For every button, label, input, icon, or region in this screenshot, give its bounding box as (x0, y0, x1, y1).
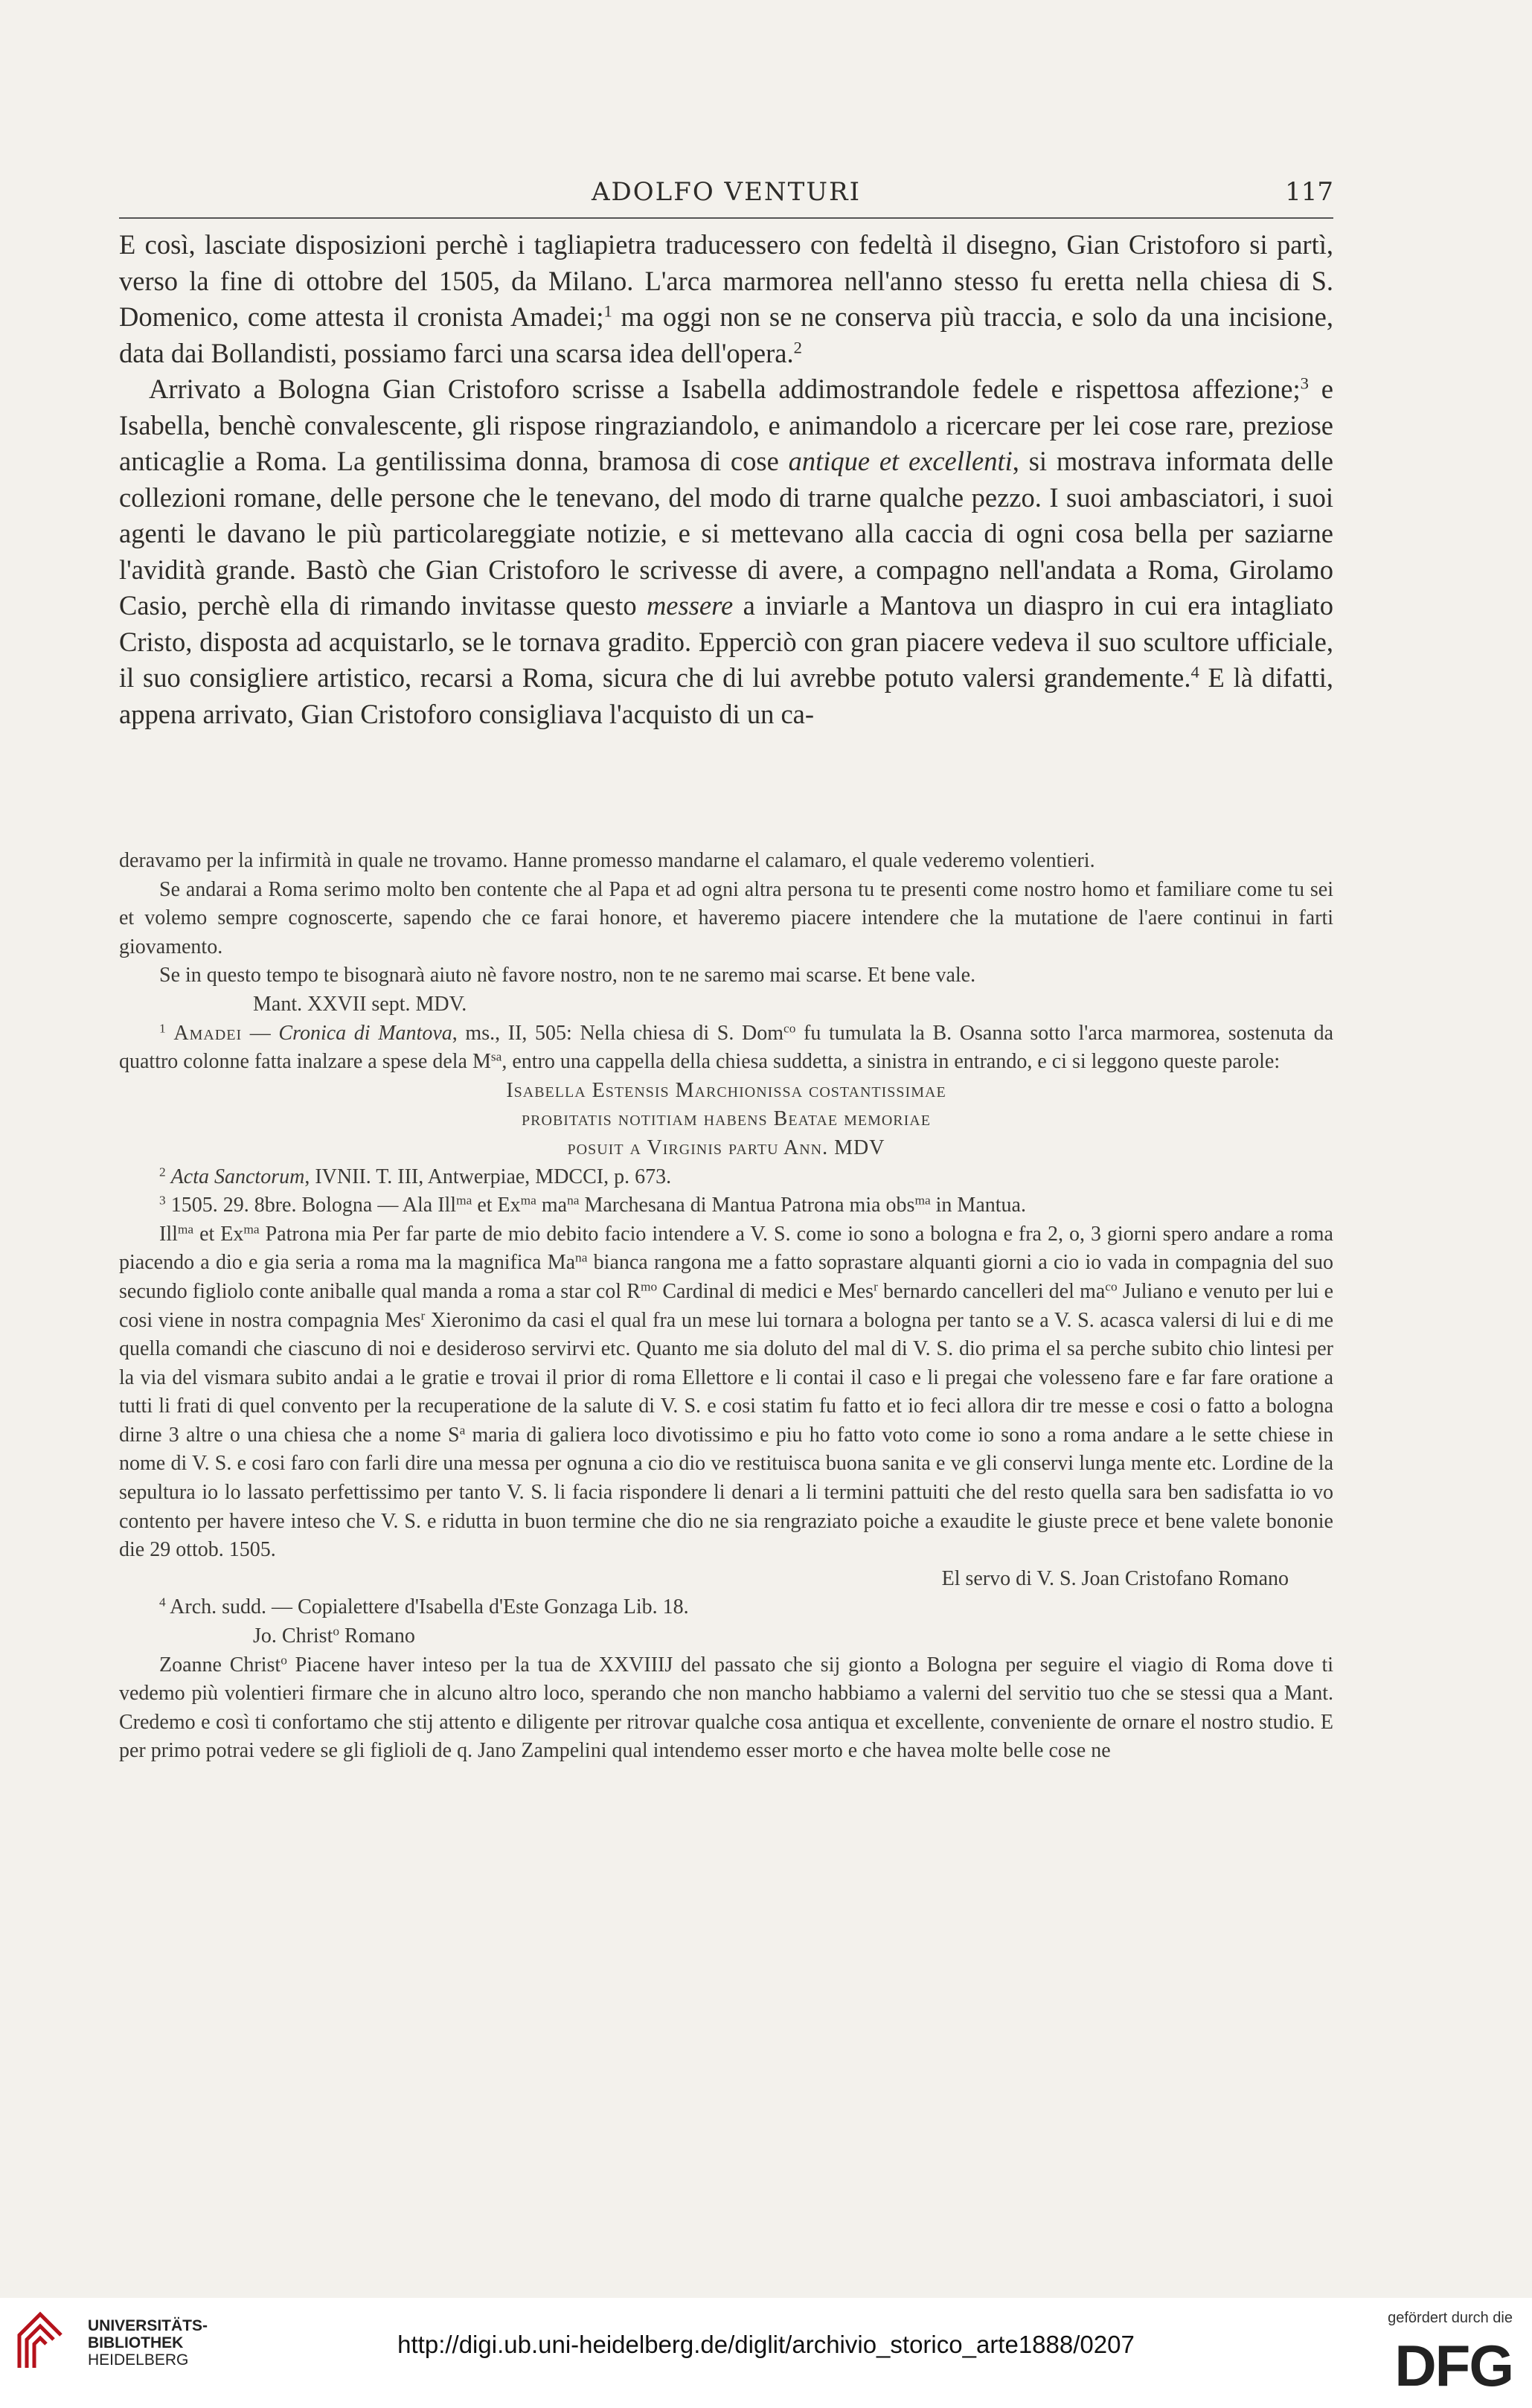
header-author: ADOLFO VENTURI (591, 177, 862, 207)
footnote-2: $^2$ Acta Sanctorum, IVNII. T. III, Antwerpiae, MDCCI, p. 673. (159, 1164, 672, 1188)
footnote-continuation-2: Se andarai a Roma serimo molto ben contente che al Papa et ad ogni altra persona tu te presenti come nostro homo et familiare come tu sei et volemo sempre cognoscerte, sapendo che ce farai honore, et haveremo piacere intendere che la mutatione de l'aere continui in farti giovamento. (119, 877, 1333, 958)
inscription-line-3: posuit a Virginis partu Ann. MDV (567, 1136, 885, 1159)
footnote-ref-4: 4 (1190, 662, 1199, 682)
footnote-date: Mant. XXVII sept. MDV. (253, 992, 467, 1016)
paragraph-1: E così, lasciate disposizioni perchè i tagliapietra traducessero con fedeltà il disegno, Gian Cristoforo si partì, verso la fine di ottobre del 1505, da Milano. L'arca marmorea nell'anno stesso fu eretta nella chiesa di S. Domenico, come attesta il cronista Amadei;$^1$ ma oggi non se ne conserva più traccia, e solo da una incisione, data dai Bollandisti, possiamo farci una scarsa idea dell'opera.$^2$ (119, 229, 1333, 368)
footnote-3-letter: Ill$^{ma}$ et $Ex^{ma}$ Patrona mia Per far parte de mio debito facio intendere a V. S. come io sono a bologna e fra 2, o, 3 giorni spero andare a roma piacendo a dio e gia seria a roma ma la magnifica $Ma^{na}$ bianca rangona me a fatto soprastare alquanti giorni a cio io vada in compagnia del suo secundo figliolo conte aniballe qual manda a roma a star col $R^{mo}$ Cardinal di medici e Mes$^r$ bernardo cancelleri del $ma^{co}$ Juliano e venuto per lui e cosi viene in nostra compagnia Mes$^r$ Xieronimo da casi el qual fra un mese lui tornara a bologna per tanto se a V. S. acasca valersi di lui e di me quella comandi che ciascuno di noi e desideroso servirvi etc. Quanto me sia doluto del mal di V. S. dio prima el sa perche subito chio lintesi per la via del vismara subito andai a le gratie e trovai il prior di roma Ellettore e li contai il caso e li pregai che volesseno fare e far fare oratione a tutti li frati di quel convento per la recuperatione de la salute di V. S. e cosi statim fu fatto et io feci allora dir tre messe e cosi o fatto a bologna dirne 3 altre o una chiesa che a nome $S^a$ maria di galiera loco divotissimo e piu ho fatto voto come io sono a roma andare a le sette chiese in nome di V. S. e cosi faro con farli dire una messa per ognuna a cio dio ve restituisca buona sanita e ve gli conservi lunga mente etc. Lordine de la sepultura io lo lassato perfettissimo per tanto V. S. li facia rispondere li denari a li termini pattuiti che del resto quella sara ben sadisfatta io vo contento per havere inteso che V. S. e ridutta in buon termine che dio ne sia rengraziato poiche a exaudite le giuste prece et bene valete bononie die 29 ottob. 1505. (119, 1222, 1334, 1562)
footnote-4-letter: Zoanne Christ$^o$ Piacene haver inteso per la tua de XXVIIIJ del passato che sij gionto a Bologna per seguire el viagio di Roma dove ti vedemo più volentieri firmare che in alcuno altro loco, sperando che non mancho habbiamo a valerni del servitio tuo che se stessi qua a Mant. Credemo e così ti confortamo che stij attento e diligente per ritrovar qualche cosa antiqua et excellente, conveniente de ornare el nostro studio. E per primo potrai vedere se gli figlioli de q. Jano Zampelini qual intendemo esser morto e che havea molte belle cose ne (119, 1653, 1333, 1763)
running-header (119, 173, 1333, 219)
inscription-line-2: probitatis notitiam habens Beatae memoriae (522, 1107, 931, 1131)
footnote-3-signature: El servo di V. S. Joan Cristofano Romano (941, 1566, 1289, 1590)
footnote-ref-2: 2 (793, 338, 802, 357)
source-url-link[interactable]: http://digi.ub.uni-heidelberg.de/diglit/archivio_storico_arte1888/0207 (397, 2331, 1135, 2358)
paragraph-2: Arrivato a Bologna Gian Cristoforo scrisse a Isabella addimostrandole fedele e rispettosa affezione;$^3$ e Isabella, benchè convalescente, gli rispose ringraziandolo, e animandolo a ricercare per lei cose rare, preziose anticaglie a Roma. La gentilissima donna, bramosa di cose antique et excellenti, si mostrava informata delle collezioni romane, delle persone che le tenevano, del modo di trarne qualche pezzo. I suoi ambasciatori, i suoi agenti le davano le più particolareggiate notizie, e si mettevano alla caccia di ogni cosa bella per saziarne l'avidità grande. Bastò che Gian Cristoforo le scrivesse di avere, a compagno nell'andata a Roma, Girolamo Casio, perchè ella di rimando invitasse questo messere a inviarle a Mantova un diaspro in cui era intagliato Cristo, disposta ad acquistarlo, se le tornava gradito. Epperciò con gran piacere vedeva il suo scultore ufficiale, il suo consigliere artistico, recarsi a Roma, sicura che di lui avrebbe potuto valersi grandemente.$^4$ E là difatti, appena arrivato, Gian Cristoforo consigliava l'acquisto di un ca- (119, 374, 1333, 729)
funding-note: gefördert durch die (1388, 2310, 1513, 2326)
footnote-ref-3: 3 (1300, 374, 1309, 393)
footnote-ref-1: 1 (603, 301, 612, 321)
footnote-4: $^4$ Arch. sudd. — Copialettere d'Isabella d'Este Gonzaga Lib. 18. (159, 1595, 689, 1619)
footnotes (119, 847, 1333, 1766)
footnote-continuation-3: Se in questo tempo te bisognarà aiuto nè favore nostro, non te ne saremo mai scarse. Et bene vale. (159, 964, 976, 987)
dfg-logo: DFG (1394, 2333, 1513, 2398)
footnote-3: $^3$ 1505. 29. 8bre. Bologna — Ala Ill$^{ma}$ et $Ex^{ma}$ $ma^{na}$ Marchesana di Mantua Patrona mia obs$^{ma}$ in Mantua. (159, 1193, 1026, 1217)
footnote-1: $^1$ Amadei — Cronica di Mantova, ms., II, 505: Nella chiesa di S. Dom$^{co}$ fu tumulata la B. Osanna sotto l'arca marmorea, sostenuta da quattro colonne fatta inalzare a spese dela $M^{sa}$, entro una cappella della chiesa suddetta, a sinistra in entrando, e ci si leggono queste parole: (119, 1021, 1333, 1074)
footnote-continuation: deravamo per la infirmità in quale ne trovamo. Hanne promesso mandarne el calamaro, el quale vederemo volentieri. (119, 849, 1095, 872)
footnote-4-address: Jo. Christ$^o$ Romano (253, 1624, 415, 1648)
page-number: 117 (1285, 177, 1333, 207)
inscription-line-1: Isabella Estensis Marchionissa costantissimae (506, 1078, 946, 1102)
italic-phrase: antique et excellenti (788, 446, 1013, 476)
italic-word: messere (646, 590, 734, 621)
library-name: UNIVERSITÄTS- BIBLIOTHEK HEIDELBERG (88, 2317, 208, 2369)
main-text (119, 227, 1333, 732)
digitization-footer (0, 2298, 1532, 2408)
